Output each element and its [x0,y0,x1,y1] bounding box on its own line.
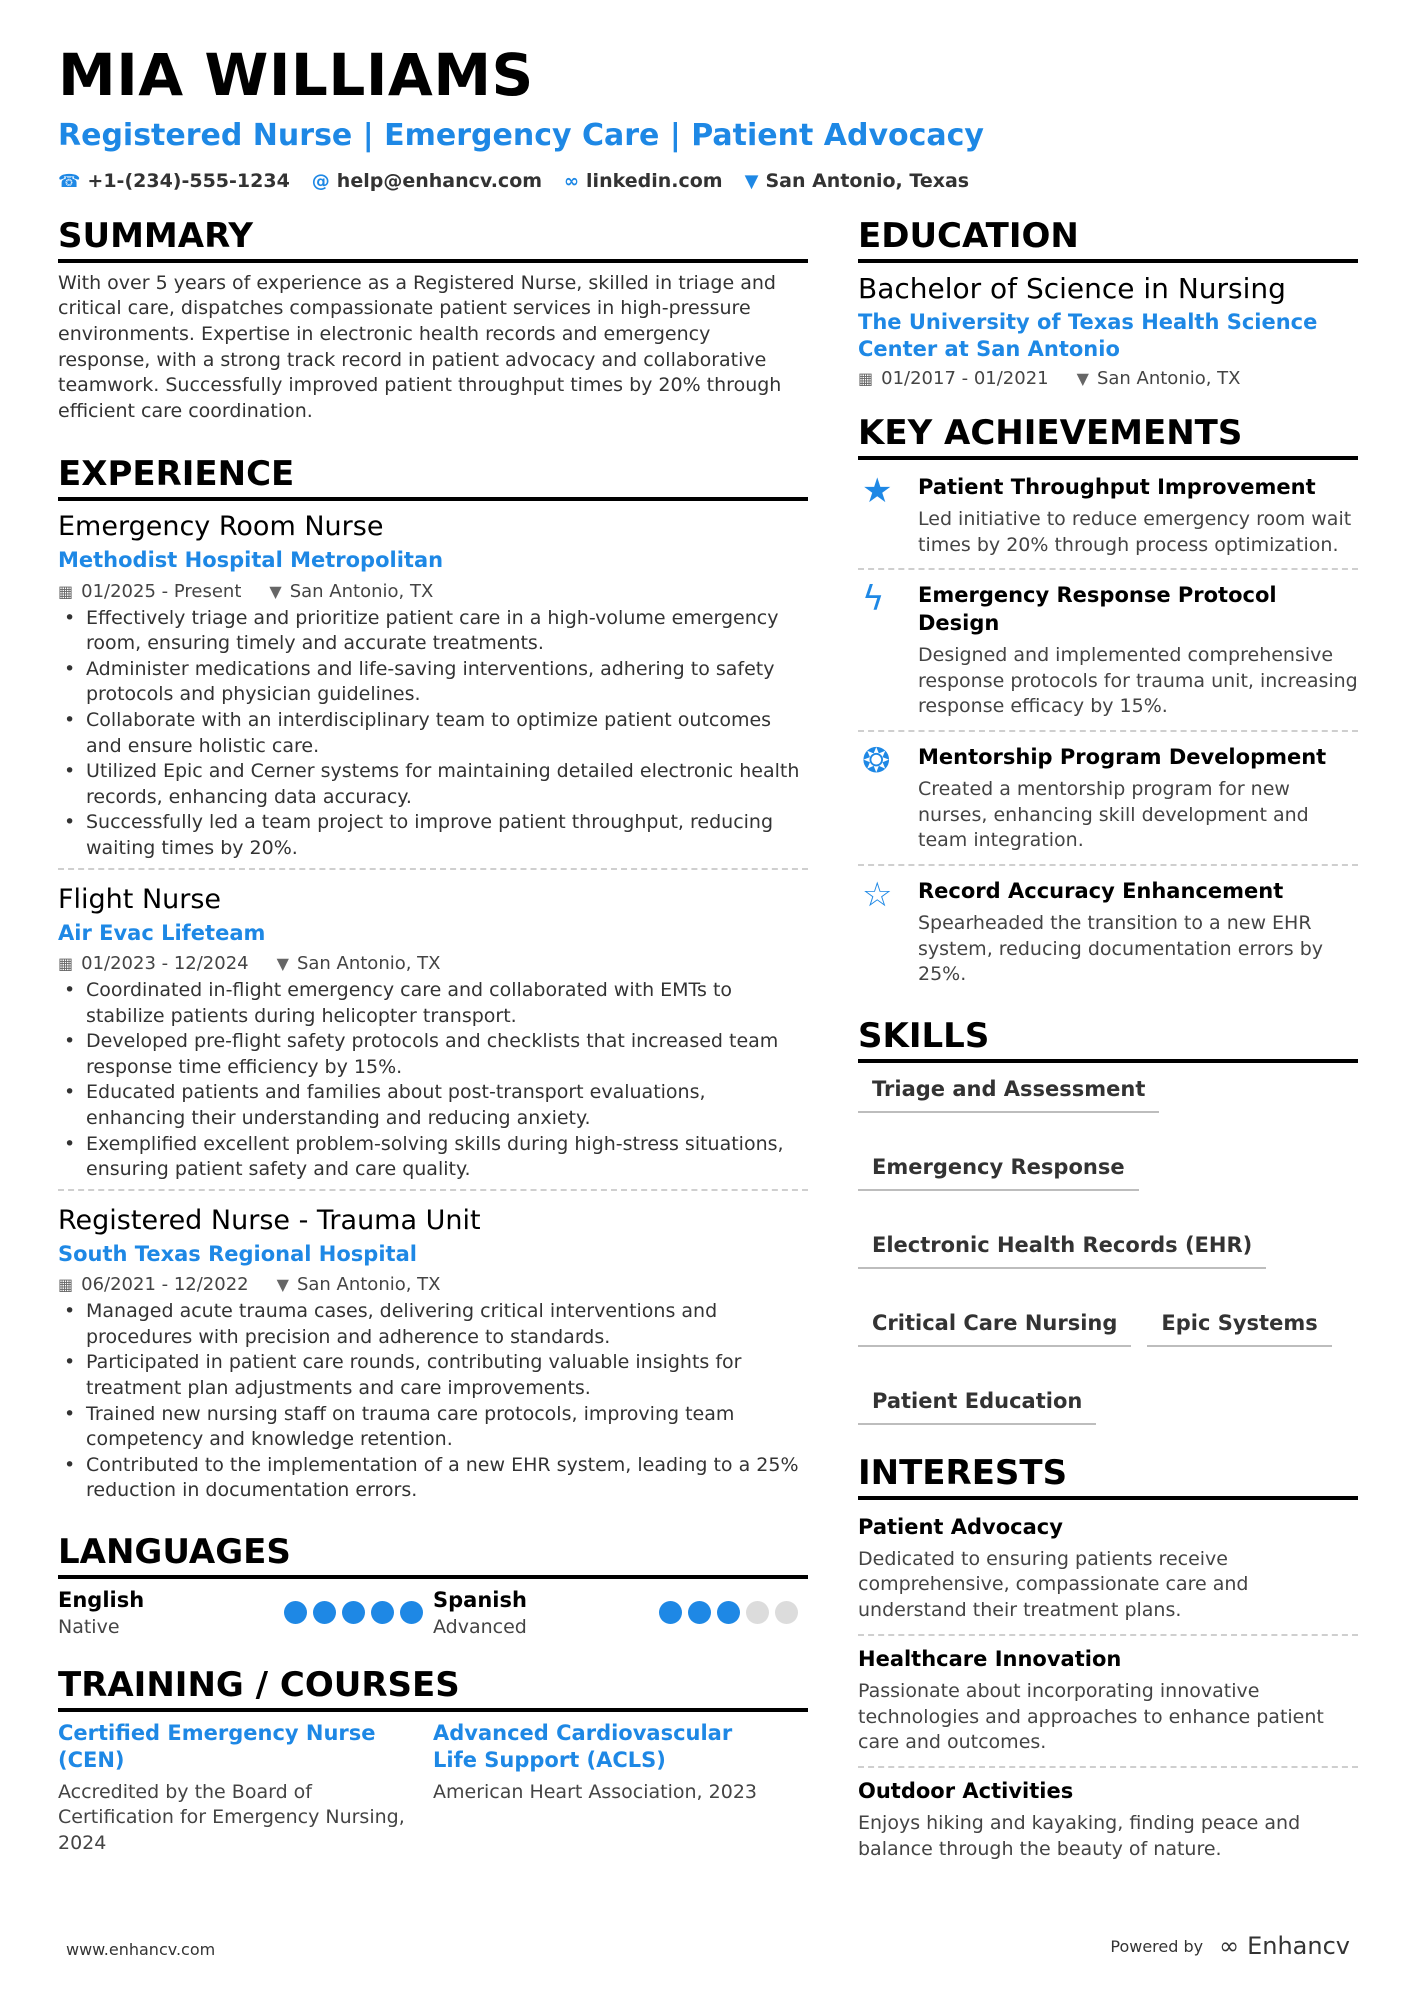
interest-desc: Passionate about incorporating innovative technologies and approaches to enhance patient care and outcomes. [858,1679,1324,1754]
achievement-desc: Created a mentorship program for new nurses, enhancing skill development and team integration. [918,778,1309,852]
job-bullet: • Educated patients and families about post-transport evaluations, enhancing their understanding and reducing anxiety. [58,1080,808,1131]
language-name: English [58,1587,145,1612]
phone-icon: ☎ [58,170,81,192]
contact-linkedin[interactable] [564,170,723,192]
achievement-title: Mentorship Program Development [918,744,1327,769]
job-meta [58,581,808,602]
job-bullet: • Administer medications and life-saving interventions, adhering to safety protocols and physician guidelines. [58,657,808,708]
contact-location [745,170,970,192]
job-company: South Texas Regional Hospital [58,1241,417,1266]
rating-dot-filled [284,1601,307,1624]
rating-dot-filled [659,1601,682,1624]
job-dates: 01/2025 - Present [81,580,242,602]
job-bullet: • Successfully led a team project to improve patient throughput, reducing waiting times by 20%. [58,810,808,861]
job-title: Registered Nurse - Trauma Unit [58,1204,481,1236]
enhancv-logo-icon: ∞ [1219,1932,1240,1960]
contact-email[interactable] [312,170,542,192]
rating-dot-filled [313,1601,336,1624]
location-pin-icon: ▼ [744,170,759,192]
training-title: TRAINING / COURSES [58,1665,808,1712]
language-level: Native [58,1616,120,1639]
job-entry [58,509,808,867]
language-item [58,1587,433,1641]
skills-title: SKILLS [858,1016,1358,1063]
contact-bar [58,170,969,192]
at-icon: @ [311,170,330,192]
experience-section [58,454,808,1510]
location-pin-icon: ▼ [1076,369,1089,389]
contact-location-text: San Antonio, Texas [765,170,970,192]
skill-tag: Patient Education [858,1383,1096,1425]
education-dates: 01/2017 - 01/2021 [881,368,1049,390]
interest-title: Patient Advocacy [858,1514,1063,1539]
achievement-desc: Led initiative to reduce emergency room wait times by 20% through process optimization. [918,508,1352,556]
award-ribbon-icon: ❂ [862,740,891,781]
calendar-icon: ▦ [58,581,74,601]
interest-desc: Dedicated to ensuring patients receive comprehensive, compassionate care and understand their treatment plans. [858,1547,1249,1622]
job-entry [58,868,808,1189]
skills-list [858,1071,1358,1425]
job-meta [58,953,808,974]
language-rating [659,1601,798,1624]
job-company: Air Evac Lifeteam [58,920,266,945]
star-outline-icon: ☆ [862,874,893,915]
course-item [58,1720,433,1857]
degree-title: Bachelor of Science in Nursing [858,271,1286,305]
skill-tag: Epic Systems [1147,1305,1331,1347]
skill-tag: Electronic Health Records (EHR) [858,1227,1266,1269]
interest-item [858,1634,1358,1766]
skill-tag: Critical Care Nursing [858,1305,1131,1347]
training-section [58,1665,808,1857]
rating-dot-filled [688,1601,711,1624]
experience-title: EXPERIENCE [58,454,808,501]
achievement-item [858,864,1358,998]
job-location: San Antonio, TX [289,580,434,602]
education-meta [858,368,1358,389]
job-bullet: • Contributed to the implementation of a new EHR system, leading to a 25% reduction in documentation errors. [58,1453,808,1504]
job-dates: 01/2023 - 12/2024 [81,953,249,975]
interest-desc: Enjoys hiking and kayaking, finding peace and balance through the beauty of nature. [858,1812,1301,1860]
summary-text: With over 5 years of experience as a Registered Nurse, skilled in triage and critical care, dispatches compassionate patient services in high-pressure environments. Expertise in electronic health records and emergency response, with a strong track record in patient advocacy and collaborative teamwork. Successfully improved patient throughput times by 20% through efficient care coordination. [58,271,782,422]
course-desc: Accredited by the Board of Certification for Emergency Nursing, 2024 [58,1780,405,1854]
education-title: EDUCATION [858,216,1358,263]
course-item [433,1720,808,1857]
education-section [858,216,1358,389]
interest-item [858,1766,1358,1872]
achievement-title: Emergency Response Protocol Design [918,583,1277,635]
job-bullet: • Participated in patient care rounds, contributing valuable insights for treatment plan adjustments and care improvements. [58,1350,808,1401]
job-entry [58,1189,808,1510]
rating-dot-empty [775,1601,798,1624]
course-desc: American Heart Association, 2023 [433,1780,757,1803]
rating-dot-filled [717,1601,740,1624]
skill-tag: Emergency Response [858,1149,1139,1191]
job-bullet: • Collaborate with an interdisciplinary team to optimize patient outcomes and ensure holistic care. [58,708,808,759]
languages-section [58,1532,808,1641]
footer-url[interactable]: www.enhancv.com [66,1940,216,1959]
left-column [58,216,808,1856]
contact-linkedin-text: linkedin.com [586,170,723,192]
achievement-item [858,730,1358,864]
job-bullet: • Utilized Epic and Cerner systems for maintaining detailed electronic health records, enhancing data accuracy. [58,759,808,810]
languages-title: LANGUAGES [58,1532,808,1579]
contact-phone[interactable] [58,170,290,192]
rating-dot-filled [400,1601,423,1624]
job-bullets [58,606,808,862]
job-bullet: • Managed acute trauma cases, delivering critical interventions and procedures with precision and adherence to standards. [58,1299,808,1350]
language-item [433,1587,808,1641]
lightning-icon: ϟ [862,579,885,620]
rating-dot-filled [342,1601,365,1624]
achievement-title: Patient Throughput Improvement [918,474,1316,499]
candidate-name: MIA WILLIAMS [58,41,534,109]
interest-item [858,1508,1358,1634]
interests-title: INTERESTS [858,1453,1358,1500]
location-pin-icon: ▼ [269,581,282,601]
contact-phone-text: +1-(234)-555-1234 [87,170,290,192]
rating-dot-filled [371,1601,394,1624]
achievements-section [858,413,1358,998]
job-bullet: • Trained new nursing staff on trauma care protocols, improving team competency and knowledge retention. [58,1402,808,1453]
course-title: Advanced Cardiovascular Life Support (ACLS) [433,1720,733,1772]
job-location: San Antonio, TX [296,953,441,975]
job-meta [58,1274,808,1295]
link-icon: ∞ [564,170,580,192]
job-bullet: • Effectively triage and prioritize patient care in a high-volume emergency room, ensuring timely and accurate treatments. [58,606,808,657]
job-bullet: • Exemplified excellent problem-solving skills during high-stress situations, ensuring patient safety and care quality. [58,1132,808,1183]
brand-logo[interactable] [1219,1932,1350,1960]
rating-dot-empty [746,1601,769,1624]
achievements-title: KEY ACHIEVEMENTS [858,413,1358,460]
skill-tag: Triage and Assessment [858,1071,1159,1113]
achievement-item [858,468,1358,568]
school-name: The University of Texas Health Science Center at San Antonio [858,310,1318,362]
language-name: Spanish [433,1587,527,1612]
job-dates: 06/2021 - 12/2022 [81,1274,249,1296]
calendar-icon: ▦ [858,369,874,389]
calendar-icon: ▦ [58,954,74,974]
job-title: Emergency Room Nurse [58,511,384,543]
interests-section [858,1453,1358,1872]
powered-by-label: Powered by [1110,1936,1204,1956]
job-bullets [58,978,808,1183]
candidate-tagline: Registered Nurse | Emergency Care | Patient Advocacy [58,118,984,153]
star-icon: ★ [862,470,893,511]
summary-title: SUMMARY [58,216,808,263]
interest-title: Healthcare Innovation [858,1646,1122,1671]
brand-name: Enhancv [1247,1932,1350,1960]
skills-section [858,1016,1358,1425]
contact-email-text: help@enhancv.com [336,170,543,192]
job-location: San Antonio, TX [296,1274,441,1296]
course-title: Certified Emergency Nurse (CEN) [58,1720,376,1772]
achievement-item [858,568,1358,729]
job-company: Methodist Hospital Metropolitan [58,548,444,573]
right-column [858,216,1358,1872]
job-bullet: • Developed pre-flight safety protocols and checklists that increased team response time efficiency by 15%. [58,1029,808,1080]
language-level: Advanced [433,1616,527,1639]
interest-title: Outdoor Activities [858,1778,1074,1803]
education-location: San Antonio, TX [1096,368,1241,390]
achievement-title: Record Accuracy Enhancement [918,878,1284,903]
calendar-icon: ▦ [58,1275,74,1295]
summary-section [58,216,808,424]
location-pin-icon: ▼ [276,954,289,974]
footer-powered-by [1110,1932,1350,1960]
achievement-desc: Designed and implemented comprehensive response protocols for trauma unit, increasing response efficacy by 15%. [918,644,1358,718]
job-title: Flight Nurse [58,883,222,915]
language-rating [284,1601,423,1624]
achievement-desc: Spearheaded the transition to a new EHR system, reducing documentation errors by 25%. [918,912,1324,986]
job-bullet: • Coordinated in-flight emergency care and collaborated with EMTs to stabilize patients during helicopter transport. [58,978,808,1029]
location-pin-icon: ▼ [276,1275,289,1295]
job-bullets [58,1299,808,1504]
